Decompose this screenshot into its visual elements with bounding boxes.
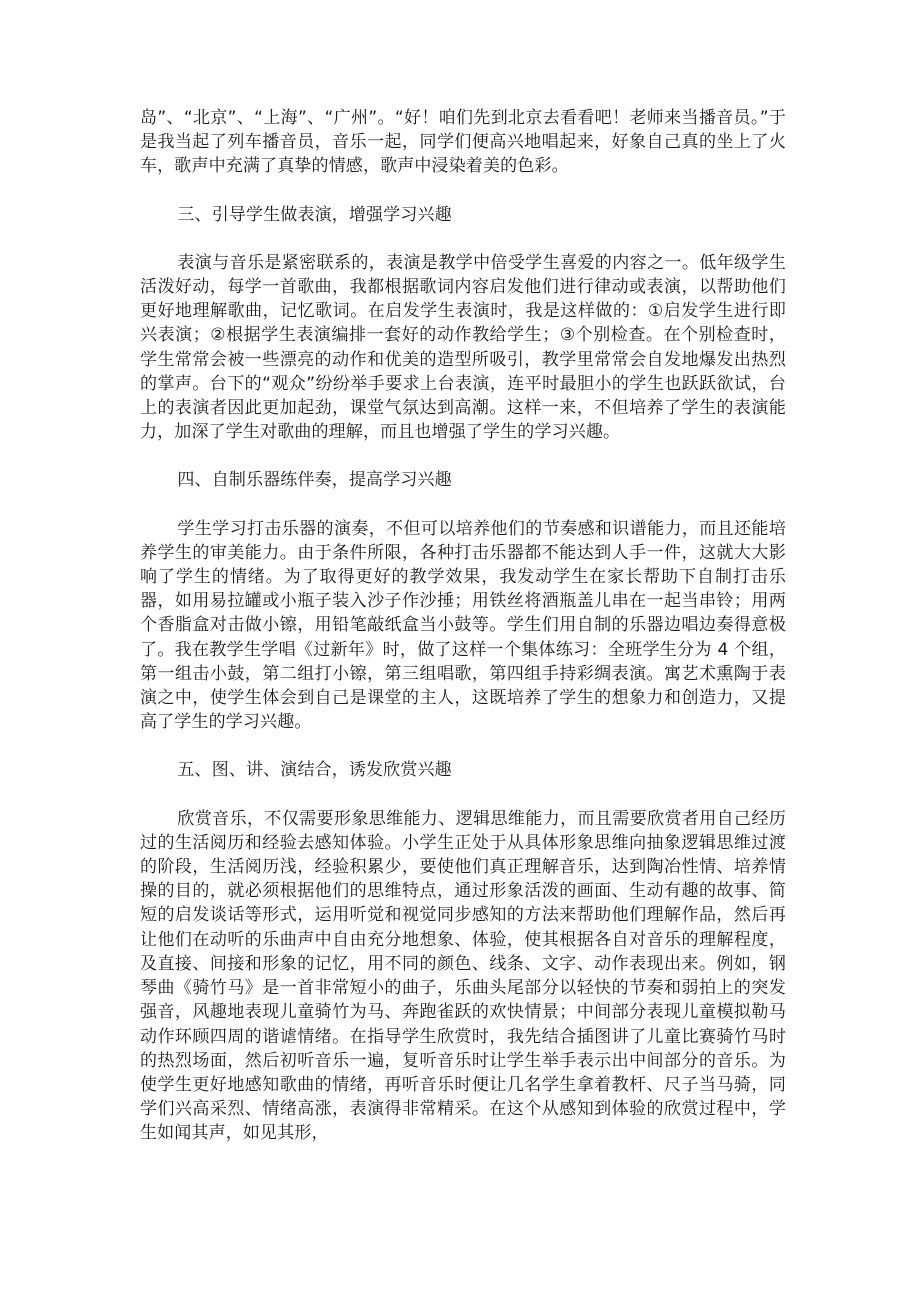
section-heading-4: 四、自制乐器练伴奏，提高学习兴趣	[177, 470, 452, 491]
intro-paragraph: 岛”、“北京”、“上海”、“广州”。“好！咱们先到北京去看看吧！老师来当播音员。”于是我当起了列车播音员，音乐一起，同学们便高兴地唱起来，好象自己真的坐上了火车，歌声中充满了真挚的情感，歌声中浸染着美的色彩。	[140, 108, 786, 177]
section-heading-3: 三、引导学生做表演，增强学习兴趣	[177, 204, 452, 225]
section-body-3: 表演与音乐是紧密联系的，表演是教学中倍受学生喜爱的内容之一。低年级学生活泼好动，每学一首歌曲，我都根据歌词内容启发他们进行律动或表演，以帮助他们更好地理解歌曲，记忆歌词。在启发学生表演时，我是这样做的：①启发学生进行即兴表演；②根据学生表演编排一套好的动作教给学生；③个别检查。在个别检查时，学生常常会被一些漂亮的动作和优美的造型所吸引，教学里常常会自发地爆发出热烈的掌声。台下的“观众”纷纷举手要求上台表演，连平时最胆小的学生也跃跃欲试，台上的表演者因此更加起劲，课堂气氛达到高潮。这样一来，不但培养了学生的表演能力，加深了学生对歌曲的理解，而且也增强了学生的学习兴趣。	[140, 252, 786, 443]
section-body-4: 学生学习打击乐器的演奏，不但可以培养他们的节奏感和识谱能力，而且还能培养学生的审美能力。由于条件所限，各种打击乐器都不能达到人手一件，这就大大影响了学生的情绪。为了取得更好的教学效果，我发动学生在家长帮助下自制打击乐器，如用易拉罐或小瓶子装入沙子作沙捶；用铁丝将酒瓶盖儿串在一起当串铃；用两个香脂盒对击做小镲，用铅笔敲纸盒当小鼓等。学生们用自制的乐器边唱边奏得意极了。我在教学生学唱《过新年》时，做了这样一个集体练习：全班学生分为 4 个组，第一组击小鼓，第二组打小镲，第三组唱歌，第四组手持彩绸表演。寓艺术熏陶于表演之中，使学生体会到自己是课堂的主人，这既培养了学生的想象力和创造力，又提高了学生的学习兴趣。	[140, 518, 786, 733]
section-heading-5: 五、图、讲、演结合，诱发欣赏兴趣	[177, 760, 452, 781]
document-body	[140, 106, 786, 1146]
section-body-5: 欣赏音乐，不仅需要形象思维能力、逻辑思维能力，而且需要欣赏者用自己经历过的生活阅历和经验去感知体验。小学生正处于从具体形象思维向抽象逻辑思维过渡的阶段，生活阅历浅，经验积累少，要使他们真正理解音乐，达到陶冶性情、培养情操的目的，就必须根据他们的思维特点，通过形象活泼的画面、生动有趣的故事、简短的启发谈话等形式，运用听觉和视觉同步感知的方法来帮助他们理解作品，然后再让他们在动听的乐曲声中自由充分地想象、体验，使其根据各自对音乐的理解程度，及直接、间接和形象的记忆，用不同的颜色、线条、文字、动作表现出来。例如，钢琴曲《骑竹马》是一首非常短小的曲子，乐曲头尾部分以轻快的节奏和弱拍上的突发强音，风趣地表现儿童骑竹为马、奔跑雀跃的欢快情景；中间部分表现儿童模拟勒马动作环顾四周的谐谑情绪。在指导学生欣赏时，我先结合插图讲了儿童比赛骑竹马时的热烈场面，然后初听音乐一遍，复听音乐时让学生举手表示出中间部分的音乐。为使学生更好地感知歌曲的情绪，再听音乐时便让几名学生拿着教杆、尺子当马骑，同学们兴高采烈、情绪高涨，表演得非常精采。在这个从感知到体验的欣赏过程中，学生如闻其声，如见其形，	[140, 808, 786, 1144]
